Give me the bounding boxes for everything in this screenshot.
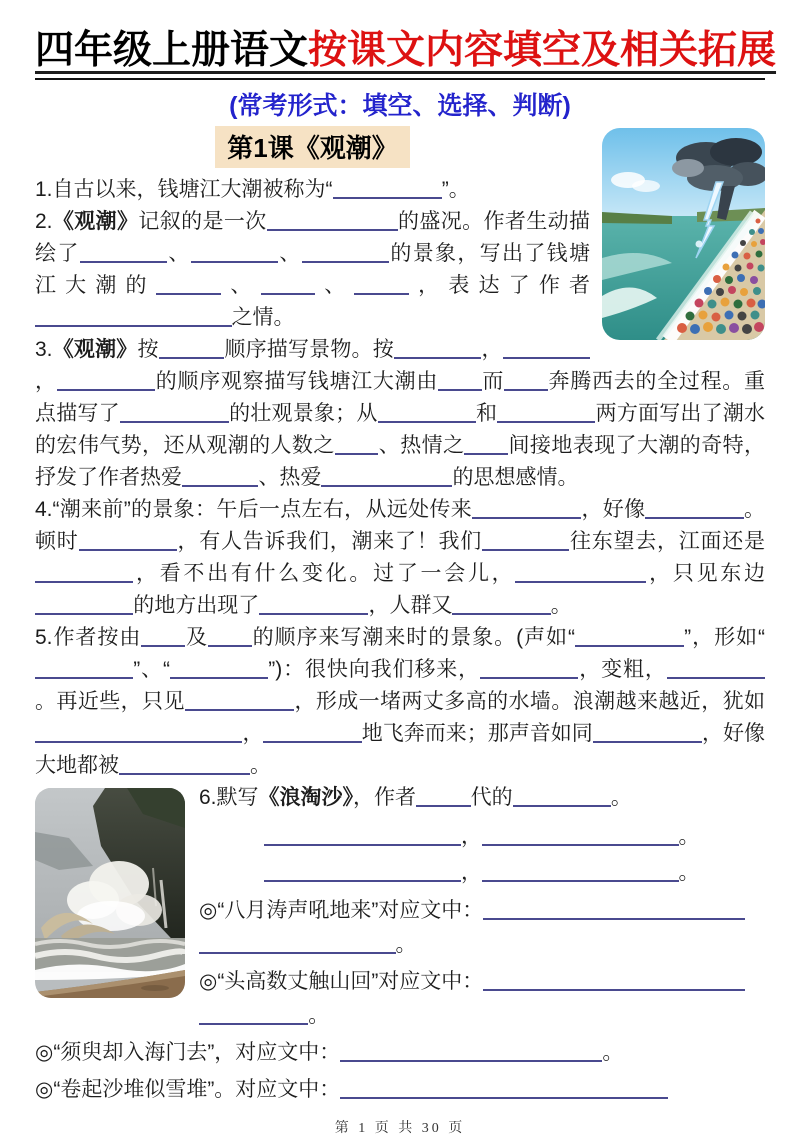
blank-line [182,465,258,487]
question-5: 5.作者按由 及 的顺序来写潮来时的景象。(声如“ ”，形如“”、“ ”)：很快向我们移来， ，变粗，。再近些，只见 ，形成一堵两丈多高的水墙。浪潮越来越近，犹如， 地飞奔而来；那声音如同 ，好像大地都被 。 [35,626,766,778]
blank-line [483,969,745,991]
wave-cliff-photo-svg [35,788,185,998]
title-red-part: 按课文内容填空及相关拓展 [308,29,777,72]
blank-line [340,1040,602,1062]
blank-line [185,689,294,711]
question-4: 4.“潮来前”的景象：午后一点左右，从远处传来 ，好像 。顿时 ，有人告诉我们，潮来了！我们 往东望去，江面还是，看不出有什么变化。过了一会儿， ，只见东边的地方出现了 ，人群又 。 [35,498,766,618]
blank-line [645,497,743,519]
question-1: 1.自古以来，钱塘江大潮被称为“ ”。 [35,178,470,202]
blank-line [497,401,595,423]
blank-line [261,273,316,295]
blank-line [333,177,442,199]
blank-line [340,1077,668,1099]
subtitle: (常考形式：填空、选择、判断) [229,92,571,121]
blank-line [141,625,185,647]
blank-line [259,593,368,615]
blank-line [156,273,222,295]
blank-line [199,1003,308,1025]
blank-line [263,721,361,743]
blank-line [170,657,268,679]
worksheet-content [35,126,765,1107]
question-2: 2.《观潮》记叙的是一次 的盛况。作者生动描绘了 、 、 的景象，写出了钱塘江大潮的 、 、 ，表达了作者之情。 [35,210,591,330]
poem-line-1: ， 。 [35,824,765,850]
blank-line [472,497,581,519]
tide-crowd-illustration-svg [602,128,765,340]
wave-cliff-photo [35,788,185,998]
blank-line [199,932,396,954]
blank-line [593,721,702,743]
blank-line [464,433,508,455]
blank-line [321,465,452,487]
blank-line [264,824,461,846]
blank-line [264,860,461,882]
blank-line [35,593,133,615]
blank-line [480,657,578,679]
question-3: 3.《观潮》按 顺序描写景物。按 ，， 的顺序观察描写钱塘江大潮由 而 奔腾西去的全过程。重点描写了 的壮观景象；从 和 两方面写出了潮水的宏伟气势，还从观潮的人数之 、热情之 间接地表现了大潮的奇特，抒发了作者热爱 、热爱 的思想感情。 [35,338,766,490]
page-title [35,28,777,80]
blank-line [57,369,155,391]
blank-line [119,753,250,775]
blank-line [513,785,611,807]
blank-line [354,273,409,295]
title-heading [35,28,777,74]
blank-line [208,625,252,647]
title-black-part: 四年级上册语文 [35,29,309,72]
blank-line [482,529,569,551]
blank-line [667,657,765,679]
blank-line [120,401,229,423]
blank-line [575,625,684,647]
blank-line [378,401,476,423]
blank-line [482,824,679,846]
blank-line [504,369,548,391]
tide-crowd-illustration [602,128,765,340]
blank-line [191,241,278,263]
blank-line [80,241,167,263]
blank-line [438,369,482,391]
blank-line [515,561,646,583]
blank-line [394,337,481,359]
blank-line [267,209,398,231]
sub-item-4: ◎“卷起沙堆似雪堆”。对应文中： [35,1073,765,1107]
sub-item-2: ◎“头高数丈触山回”对应文中： 。 [35,965,765,1033]
blank-line [79,529,177,551]
poem-line-2: ， 。 [35,860,765,886]
blank-line [335,433,379,455]
sub-item-1: ◎“八月涛声吼地来”对应文中： 。 [35,894,765,962]
blank-line [482,860,679,882]
page-number: 第 1 页 共 30 页 [334,1121,466,1137]
blank-line [159,337,225,359]
blank-line [35,657,133,679]
lesson-heading: 第1课《观潮》 [215,126,409,168]
blank-line [452,593,550,615]
blank-line [503,337,590,359]
blank-line [416,785,471,807]
question-6: 6.默写《浪淘沙》，作者 代的 。 [199,786,632,810]
blank-line [483,898,745,920]
blank-line [35,305,232,327]
blank-line [35,721,242,743]
blank-line [302,241,389,263]
blank-line [35,561,133,583]
sub-item-3: ◎“须臾却入海门去”，对应文中： 。 [35,1041,624,1065]
